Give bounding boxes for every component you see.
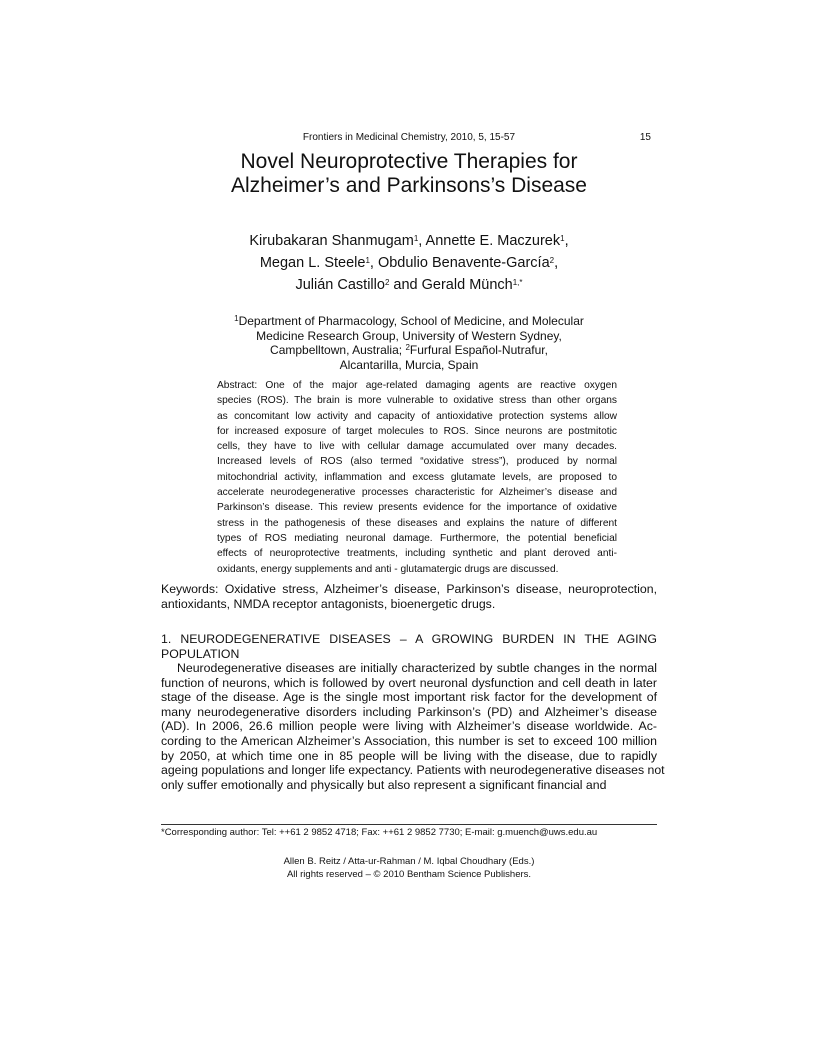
text-line: (AD). In 2006, 26.6 million people were living with Alzheimer’s disease worldwide. Ac- (161, 719, 657, 734)
affiliation-mark: 1 (560, 234, 565, 243)
affiliation-line (161, 343, 657, 358)
separator: , (554, 255, 559, 271)
affiliation-mark: 1 (365, 256, 370, 265)
affiliation-line: Medicine Research Group, University of Western Sydney, (256, 328, 562, 343)
text-line: stress in the pathogenesis of these diseases and explains the nature of different (217, 517, 617, 529)
text-line: only suffer emotionally and physically but also represent a significant financial and (161, 777, 607, 792)
affiliation-mark: 2 (405, 343, 410, 352)
text-line: accelerate neurodegenerative processes characteristic for Alzheimer’s disease and (217, 487, 617, 499)
text-line: function of neurons, which is followed by overt neuronal dysfunction and cell death in later (161, 675, 657, 690)
author-name: Kirubakaran Shanmugam (249, 233, 414, 249)
author-name: and Gerald Münch (389, 277, 513, 293)
text-line: cells, they have to live with cellular damage accumulated over many decades. (217, 441, 617, 453)
affiliation-text: Department of Pharmacology, School of Medicine, and Molecular (238, 314, 584, 328)
keywords (161, 582, 657, 612)
author-line (161, 252, 657, 274)
affiliation-mark: 2 (549, 256, 555, 265)
section-heading (161, 632, 657, 662)
editors-copyright (161, 855, 657, 881)
affiliation-text: Furfural Español-Nutrafur, (409, 343, 548, 357)
affiliation-mark: 1 (234, 314, 239, 323)
text-line: effects of neuroprotective treatments, including synthetic and plant deroved anti- (217, 548, 617, 560)
title-line: Alzheimer’s and Parkinsons’s Disease (230, 174, 587, 197)
text-line: oxidants, energy supplements and anti - glutamatergic drugs are discussed. (217, 563, 559, 575)
affiliation-text: Campbelltown, Australia; (270, 343, 406, 357)
text-line: Parkinson’s disease. This review presents evidence for the importance of oxidative (217, 502, 617, 514)
body-paragraph (161, 661, 665, 792)
affiliation-line (161, 314, 657, 329)
footnote-divider (161, 824, 657, 825)
text-line: mitochondrial activity, inflammation and excess glutamate levels, are proposed to (217, 471, 617, 483)
author-name: Megan L. Steele (259, 255, 366, 271)
page-number: 15 (639, 132, 651, 143)
affiliation-line: Alcantarilla, Murcia, Spain (339, 357, 479, 372)
separator: , (564, 233, 569, 249)
text-line: many neurodegenerative disorders including Parkinson’s (PD) and Alzheimer’s disease (161, 704, 657, 719)
text-line: ageing populations and longer life expectancy. Patients with neurodegenerative diseases not (161, 763, 665, 778)
journal-citation: Frontiers in Medicinal Chemistry, 2010, 5, 15-57 (302, 132, 516, 143)
text-line: stage of the disease. Age is the single most important risk factor for the development of (161, 690, 657, 705)
affiliation-mark: 1 (413, 234, 419, 243)
author-name: , Annette E. Maczurek (418, 233, 561, 249)
author-line (161, 274, 657, 296)
author-line (161, 230, 657, 252)
text-line: antioxidants, NMDA receptor antagonists, bioenergetic drugs. (161, 597, 496, 611)
text-line: cording to the American Alzheimer’s Association, this number is set to exceed 100 million (161, 733, 657, 748)
author-list (161, 230, 657, 296)
text-line: POPULATION (161, 647, 240, 661)
text-line: for increased exposure of target molecules to ROS. Since neurons are postmitotic (217, 425, 617, 437)
text-line: 1. NEURODEGENERATIVE DISEASES – A GROWING BURDEN IN THE AGING (161, 632, 657, 646)
title-line: Novel Neuroprotective Therapies for (240, 150, 578, 173)
editors-line: Allen B. Reitz / Atta-ur-Rahman / M. Iqbal Choudhary (Eds.) (283, 856, 535, 867)
text-line: Neurodegenerative diseases are initially characterized by subtle changes in the normal (177, 661, 657, 675)
text-line: Increased levels of ROS (also termed “oxidative stress”), produced by normal (217, 456, 617, 468)
corresponding-author-footnote: *Corresponding author: Tel: ++61 2 9852 4718; Fax: ++61 2 9852 7730; E-mail: g.muench@uws.edu.au (161, 827, 598, 838)
affiliation-mark: 1,* (512, 278, 523, 287)
text-line: species (ROS). The brain is more vulnerable to oxidative stress than other organs (217, 395, 617, 407)
affiliations (161, 314, 657, 372)
affiliation-mark: 2 (384, 278, 390, 287)
text-line: Keywords: Oxidative stress, Alzheimer’s disease, Parkinson’s disease, neuroprotection, (161, 582, 657, 596)
copyright-line: All rights reserved – © 2010 Bentham Science Publishers. (286, 869, 532, 880)
author-name: Julián Castillo (295, 277, 385, 293)
text-line: Abstract: One of the major age-related damaging agents are reactive oxygen (217, 380, 617, 391)
text-line: as concomitant low activity and capacity of antioxidative protection systems allow (217, 410, 617, 422)
author-name: , Obdulio Benavente-García (369, 255, 550, 271)
abstract (217, 378, 617, 577)
text-line: by 2050, at which time one in 85 people will be living with the disease, due to rapidly (161, 748, 657, 763)
paper-title (161, 150, 657, 198)
text-line: types of ROS mediating neuronal damage. Furthermore, the potential beneficial (217, 532, 617, 544)
